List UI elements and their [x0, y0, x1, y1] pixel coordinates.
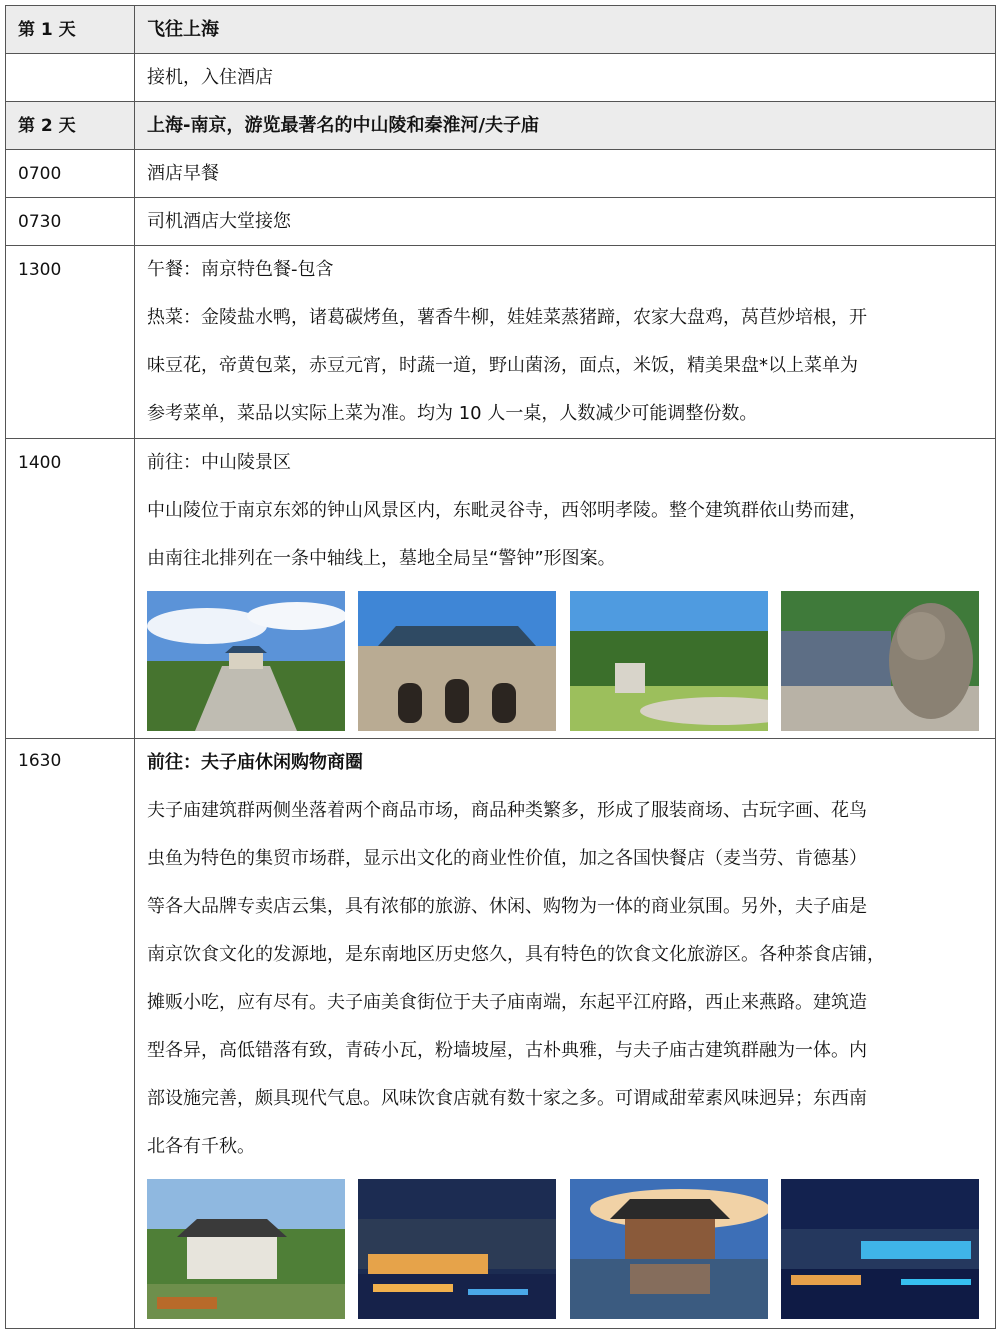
time-label: 0730: [18, 212, 62, 232]
itinerary-table: [5, 5, 996, 1329]
itinerary-row: [6, 54, 996, 102]
photo-pavilion-reflection: [570, 1179, 768, 1319]
destination-description: 型各异，高低错落有致，青砖小瓦，粉墙坡屋，古朴典雅，与夫子庙古建筑群融为一体。内: [147, 1040, 867, 1061]
lunch-menu: 参考菜单，菜品以实际上菜为准。均为 10 人一桌，人数减少可能调整份数。: [147, 403, 758, 424]
photo-strip: [147, 1179, 979, 1319]
destination-description: 等各大品牌专卖店云集，具有浓郁的旅游、休闲、购物为一体的商业氛围。另外，夫子庙是: [147, 896, 867, 917]
destination-description: 中山陵位于南京东郊的钟山风景区内，东毗灵谷寺，西邻明孝陵。整个建筑群依山势而建，: [147, 500, 867, 521]
photo-gate: [358, 591, 556, 731]
time-label: 1630: [18, 751, 62, 771]
day-label: 第 2 天: [18, 116, 76, 136]
photo-lion-statue: [781, 591, 979, 731]
photo-river-night-2: [781, 1179, 979, 1319]
lunch-menu: 味豆花，帝黄包菜，赤豆元宵，时蔬一道，野山菌汤，面点，米饭，精美果盘*以上菜单为: [147, 355, 858, 376]
row-text: 酒店早餐: [147, 163, 219, 184]
day-title: 飞往上海: [147, 19, 219, 40]
photo-mausoleum-steps: [147, 591, 345, 731]
day-title: 上海-南京，游览最著名的中山陵和秦淮河/夫子庙: [147, 115, 540, 136]
day-2-row: [6, 102, 996, 150]
destination-description: 由南往北排列在一条中轴线上，墓地全局呈“警钟”形图案。: [147, 548, 616, 569]
destination-description: 虫鱼为特色的集贸市场群，显示出文化的商业性价值，加之各国快餐店（麦当劳、肯德基）: [147, 848, 867, 869]
lunch-menu: 热菜：金陵盐水鸭，诸葛碳烤鱼，薯香牛柳，娃娃菜蒸猪蹄，农家大盘鸡，莴苣炒培根，开: [147, 307, 867, 328]
row-text: 接机，入住酒店: [147, 67, 273, 88]
day-label: 第 1 天: [18, 20, 76, 40]
itinerary-row: [6, 246, 996, 439]
itinerary-row: [6, 150, 996, 198]
photo-memorial-lawn: [570, 591, 768, 731]
itinerary-row: [6, 739, 996, 1329]
destination-description: 北各有千秋。: [147, 1136, 255, 1157]
destination-description: 夫子庙建筑群两侧坐落着两个商品市场，商品种类繁多，形成了服装商场、古玩字画、花鸟: [147, 800, 867, 821]
time-label: 1300: [18, 260, 62, 280]
photo-river-night-1: [358, 1179, 556, 1319]
row-text: 司机酒店大堂接您: [147, 211, 291, 232]
destination-description: 摊贩小吃，应有尽有。夫子庙美食街位于夫子庙南端，东起平江府路，西止来燕路。建筑造: [147, 992, 867, 1013]
photo-strip: [147, 591, 979, 731]
day-1-row: [6, 6, 996, 54]
destination-description: 南京饮食文化的发源地，是东南地区历史悠久，具有特色的饮食文化旅游区。各种茶食店铺，: [147, 944, 885, 965]
itinerary-row: [6, 198, 996, 246]
photo-river-temple-day: [147, 1179, 345, 1319]
destination-title: 前往：中山陵景区: [147, 452, 291, 473]
lunch-title: 午餐：南京特色餐-包含: [147, 259, 334, 280]
destination-description: 部设施完善，颇具现代气息。风味饮食店就有数十家之多。可谓咸甜荤素风味迥异；东西南: [147, 1088, 867, 1109]
time-label: 1400: [18, 453, 62, 473]
time-label: 0700: [18, 164, 62, 184]
itinerary-row: [6, 439, 996, 739]
destination-title: 前往：夫子庙休闲购物商圈: [147, 752, 363, 773]
